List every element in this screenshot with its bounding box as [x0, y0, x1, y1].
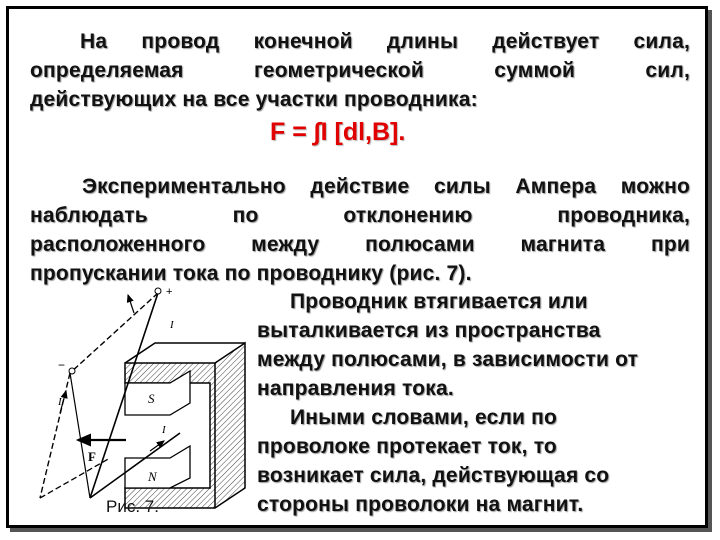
right-text-line-2: выталкивается из пространства	[257, 319, 601, 342]
paragraph-2-line-4: пропускании тока по проводнику (рис. 7).	[30, 262, 472, 285]
right-text-line-7: возникает сила, действующая со	[257, 464, 610, 487]
right-text-line-5: Иными словами, если по	[290, 406, 558, 429]
label-i-left: I	[58, 396, 62, 408]
right-text-line-4: направления тока.	[257, 377, 454, 400]
label-i-top: I	[170, 319, 174, 331]
right-text-line-1: Проводник втягивается или	[290, 290, 588, 313]
label-n: N	[148, 469, 157, 484]
label-s: S	[148, 391, 155, 406]
paragraph-2-line-3: расположенного между полюсами магнита при	[30, 233, 690, 256]
terminal-minus	[69, 368, 75, 374]
paragraph-2-line-1: Экспериментально действие силы Ампера можно	[82, 175, 690, 198]
right-text-line-8: стороны проволоки на магнит.	[257, 493, 584, 516]
paragraph-1-line-1: На провод конечной длины действует сила,	[80, 30, 690, 53]
label-plus: +	[166, 286, 173, 298]
right-text-block	[257, 287, 697, 519]
figure-magnet-conductor	[30, 283, 255, 523]
figure-caption: Рис. 7.	[106, 497, 159, 516]
paragraph-2-line-2: наблюдать по отклонению проводника,	[30, 204, 690, 227]
ampere-force-formula: F = ∫I [dl,B].	[270, 118, 406, 146]
paragraph-1-line-3: действующих на все участки проводника:	[30, 88, 478, 111]
label-minus: −	[58, 358, 66, 372]
paragraph-1	[30, 27, 690, 114]
right-text-line-3: между полюсами, в зависимости от	[257, 348, 639, 371]
label-i-bottom: I	[162, 424, 166, 436]
right-text-line-6: проволоке протекает ток, то	[257, 435, 557, 458]
current-arrow-top	[128, 295, 134, 313]
label-f: F	[88, 449, 96, 464]
paragraph-1-line-2: определяемая геометрической суммой сил,	[30, 59, 690, 82]
pole-north	[125, 446, 190, 488]
paragraph-2	[30, 172, 690, 288]
terminal-plus	[155, 288, 161, 294]
